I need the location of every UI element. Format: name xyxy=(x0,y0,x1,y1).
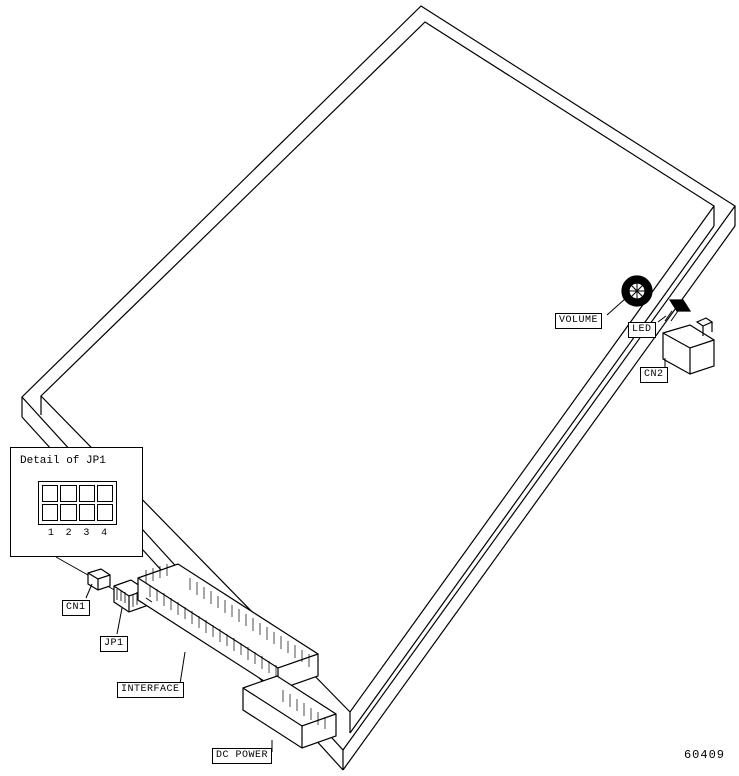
figure-code: 60409 xyxy=(683,748,725,762)
chassis-outer-shell xyxy=(22,6,735,770)
dip-switch-numbers xyxy=(42,528,113,539)
callout-led: LED xyxy=(628,322,656,338)
dip-switch-cell[interactable] xyxy=(79,485,95,502)
dip-switch-cell[interactable] xyxy=(60,504,76,521)
dc-power-connector xyxy=(243,676,336,752)
dip-switch-cell[interactable] xyxy=(42,485,58,502)
interface-connector xyxy=(138,564,318,690)
dip-number: 4 xyxy=(101,528,108,539)
callout-dc-power: DC POWER xyxy=(212,748,272,764)
callout-interface: INTERFACE xyxy=(117,682,184,698)
volume-potentiometer xyxy=(607,276,652,315)
cn2-connector xyxy=(663,318,714,374)
dip-switch-grid xyxy=(42,485,113,521)
callout-cn2: CN2 xyxy=(640,367,668,383)
callout-volume: VOLUME xyxy=(555,313,602,329)
dip-switch-cell[interactable] xyxy=(97,504,113,521)
jp1-detail-panel xyxy=(10,447,143,557)
dip-number: 1 xyxy=(47,528,54,539)
dip-switch-cell[interactable] xyxy=(42,504,58,521)
callout-jp1: JP1 xyxy=(100,636,128,652)
dip-switch-cell[interactable] xyxy=(79,504,95,521)
dip-switch-cell[interactable] xyxy=(60,485,76,502)
cn1-connector xyxy=(86,569,110,598)
dip-switch-cell[interactable] xyxy=(97,485,113,502)
callout-cn1: CN1 xyxy=(62,600,90,616)
dip-number: 2 xyxy=(65,528,72,539)
dip-number: 3 xyxy=(83,528,90,539)
jp1-detail-title: Detail of JP1 xyxy=(20,455,106,467)
